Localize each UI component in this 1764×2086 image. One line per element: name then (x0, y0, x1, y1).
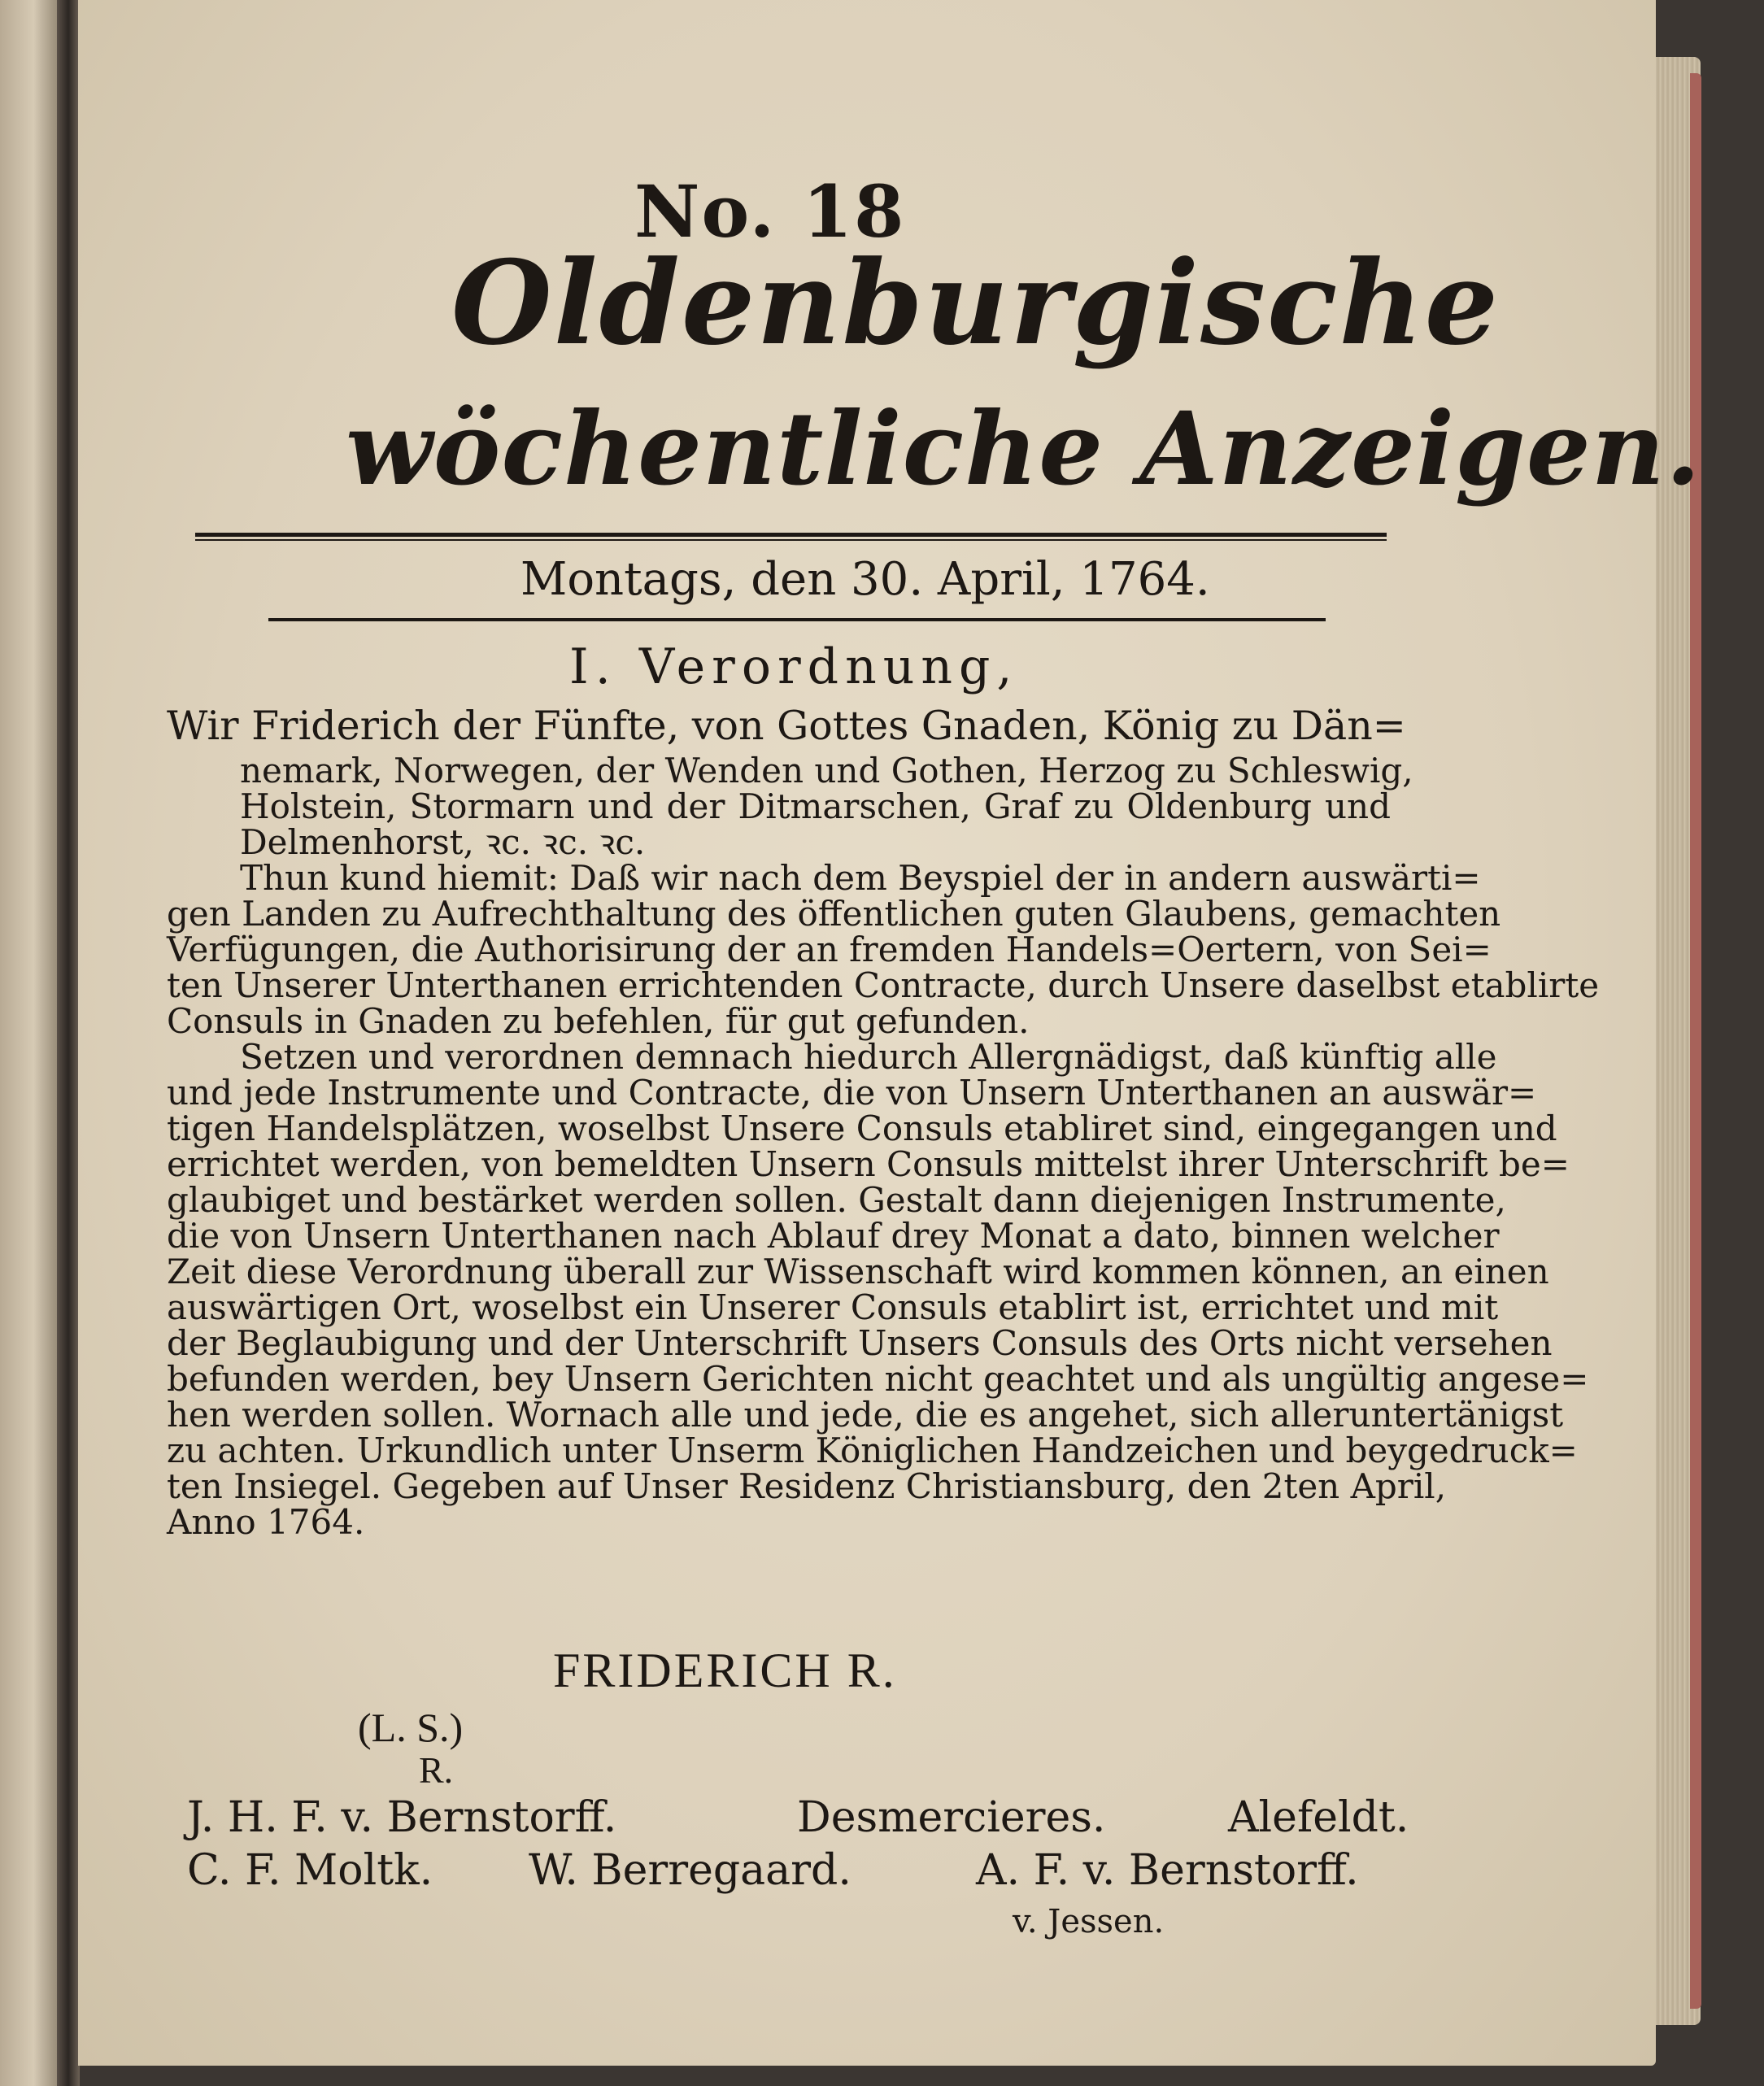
body-line: nemark, Norwegen, der Wenden und Gothen, Herzog zu Schleswig, (240, 751, 1413, 790)
issue-number: No. 18 (634, 169, 906, 254)
body-line: Thun kund hiemit: Daß wir nach dem Beyspiel der in andern auswärti= (240, 858, 1481, 898)
body-line: hen werden sollen. Wornach alle und jede, die es angehet, sich alleruntertänigst (167, 1395, 1564, 1435)
body-line: Verfügungen, die Authorisirung der an fremden Handels=Oertern, von Sei= (167, 930, 1492, 969)
body-line: die von Unsern Unterthanen nach Ablauf drey Monat a dato, binnen welcher (167, 1216, 1500, 1256)
body-line: Setzen und verordnen demnach hiedurch Allergnädigst, daß künftig alle (240, 1037, 1497, 1077)
body-line: Anno 1764. (167, 1502, 365, 1542)
body-line: und jede Instrumente und Contracte, die von Unsern Unterthanen an auswär= (167, 1073, 1537, 1113)
left-page-edge (0, 0, 61, 2086)
book-gutter (57, 0, 80, 2086)
masthead-title-line1: Oldenburgische (451, 236, 1500, 371)
countersignature: Desmercieres. (797, 1793, 1106, 1842)
masthead-title-line2: wöchentliche Anzeigen. (346, 390, 1702, 508)
article-heading: I. Verordnung, (569, 638, 1019, 695)
issue-date: Montags, den 30. April, 1764. (520, 553, 1210, 606)
body-line: Holstein, Stormarn und der Ditmarschen, Graf zu Oldenburg und (240, 786, 1391, 826)
countersignature: v. Jessen. (1013, 1903, 1165, 1940)
countersignature: C. F. Moltk. (187, 1846, 433, 1895)
body-line: tigen Handelsplätzen, woselbst Unsere Consuls etabliret sind, eingegangen und (167, 1108, 1557, 1148)
body-line: Consuls in Gnaden zu befehlen, für gut gefunden. (167, 1001, 1030, 1041)
seal-r-mark: R. (419, 1749, 454, 1791)
countersignature: A. F. v. Bernstorff. (976, 1846, 1359, 1895)
body-line: auswärtigen Ort, woselbst ein Unserer Consuls etablirt ist, errichtet und mit (167, 1287, 1499, 1327)
body-line: Zeit diese Verordnung überall zur Wissenschaft wird kommen können, an einen (167, 1252, 1549, 1291)
body-line: der Beglaubigung und der Unterschrift Unsers Consuls des Orts nicht versehen (167, 1323, 1553, 1363)
body-line: Delmenhorst, ꝛc. ꝛc. ꝛc. (240, 822, 646, 862)
body-line: gen Landen zu Aufrechthaltung des öffentlichen guten Glaubens, gemachten (167, 894, 1501, 934)
countersignature: W. Berregaard. (529, 1846, 852, 1895)
body-line: glaubiget und bestärket werden sollen. Gestalt dann diejenigen Instrumente, (167, 1180, 1506, 1220)
body-line: ten Unserer Unterthanen errichtenden Contracte, durch Unsere daselbst etablirte (167, 965, 1600, 1005)
body-line: errichtet werden, von bemeldten Unsern Consuls mittelst ihrer Unterschrift be= (167, 1144, 1570, 1184)
masthead-rule-thin (195, 539, 1387, 541)
body-line: befunden werden, bey Unsern Gerichten nicht geachtet und als ungültig angese= (167, 1359, 1589, 1399)
royal-signature: FRIDERICH R. (553, 1644, 897, 1697)
body-line: ten Insiegel. Gegeben auf Unser Residenz Christiansburg, den 2ten April, (167, 1466, 1447, 1506)
date-rule (268, 618, 1326, 621)
body-line: Wir Friderich der Fünfte, von Gottes Gnaden, König zu Dän= (167, 703, 1406, 749)
seal-mark: (L. S.) (358, 1705, 464, 1750)
article-body (167, 699, 1600, 1542)
countersignature: Alefeldt. (1228, 1793, 1409, 1842)
red-edge (1690, 73, 1701, 2009)
countersignature: J. H. F. v. Bernstorff. (187, 1793, 617, 1842)
masthead-rule-top (195, 533, 1387, 537)
body-line: zu achten. Urkundlich unter Unserm Königlichen Handzeichen und beygedruck= (167, 1431, 1578, 1470)
